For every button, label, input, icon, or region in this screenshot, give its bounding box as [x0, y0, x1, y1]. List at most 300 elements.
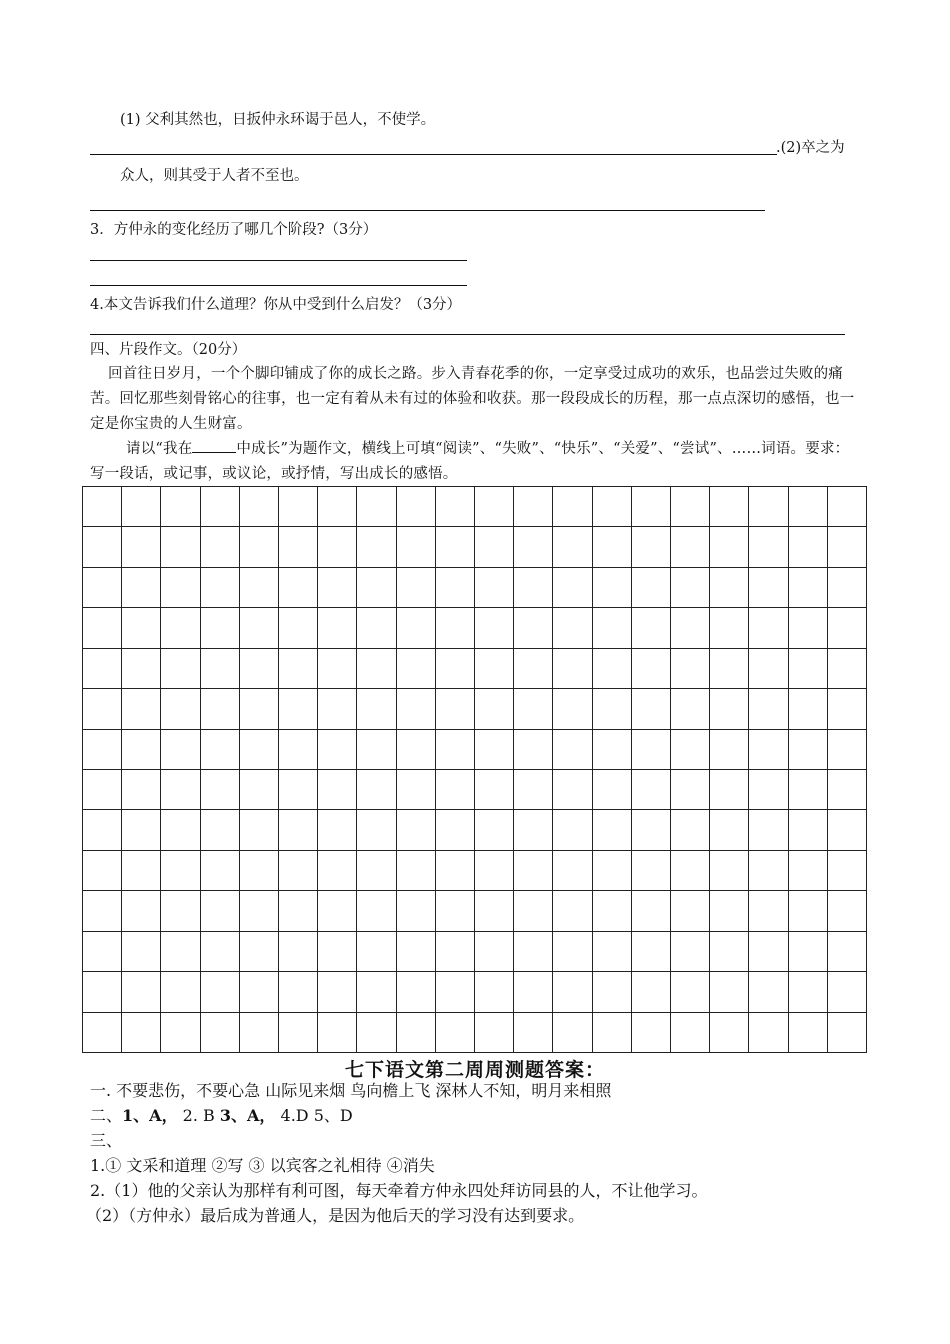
grid-cell	[83, 608, 122, 648]
grid-cell	[671, 487, 710, 527]
grid-cell	[318, 810, 357, 850]
grid-cell	[83, 730, 122, 770]
grid-cell	[83, 487, 122, 527]
grid-cell	[279, 891, 318, 931]
grid-cell	[122, 810, 161, 850]
grid-cell	[318, 487, 357, 527]
grid-cell	[122, 568, 161, 608]
grid-cell	[397, 608, 436, 648]
grid-cell	[632, 972, 671, 1012]
grid-cell	[749, 1013, 788, 1053]
grid-cell	[593, 932, 632, 972]
grid-cell	[240, 527, 279, 567]
grid-cell	[240, 851, 279, 891]
grid-cell	[789, 487, 828, 527]
grid-cell	[397, 851, 436, 891]
grid-cell	[632, 689, 671, 729]
grid-cell	[671, 649, 710, 689]
answer-key-title: 七下语文第二周周测题答案：	[344, 1059, 605, 1081]
prompt-task-part-1: 请以“我在	[126, 441, 193, 457]
grid-cell	[749, 568, 788, 608]
grid-cell	[122, 972, 161, 1012]
grid-cell	[593, 527, 632, 567]
grid-cell	[122, 932, 161, 972]
grid-cell	[436, 568, 475, 608]
grid-cell	[514, 527, 553, 567]
answer-2-3: 3、A，	[219, 1106, 276, 1125]
grid-cell	[240, 891, 279, 931]
grid-cell	[318, 527, 357, 567]
grid-cell	[749, 730, 788, 770]
grid-cell	[161, 972, 200, 1012]
answer-line	[90, 260, 467, 261]
grid-cell	[436, 730, 475, 770]
grid-cell	[122, 527, 161, 567]
grid-cell	[436, 527, 475, 567]
grid-cell	[553, 730, 592, 770]
grid-cell	[710, 730, 749, 770]
grid-cell	[828, 810, 867, 850]
grid-cell	[789, 972, 828, 1012]
grid-cell	[671, 851, 710, 891]
grid-cell	[475, 730, 514, 770]
grid-cell	[161, 689, 200, 729]
grid-cell	[671, 891, 710, 931]
grid-cell	[710, 932, 749, 972]
grid-cell	[593, 568, 632, 608]
grid-cell	[201, 972, 240, 1012]
grid-cell	[671, 932, 710, 972]
grid-cell	[161, 770, 200, 810]
section-4-heading: 四、片段作文。（20分）	[90, 342, 247, 358]
grid-cell	[710, 770, 749, 810]
grid-cell	[318, 568, 357, 608]
grid-cell	[789, 851, 828, 891]
grid-cell	[318, 689, 357, 729]
grid-cell	[161, 1013, 200, 1053]
grid-cell	[279, 1013, 318, 1053]
grid-cell	[357, 568, 396, 608]
grid-cell	[397, 810, 436, 850]
grid-cell	[279, 689, 318, 729]
grid-cell	[749, 851, 788, 891]
grid-cell	[710, 1013, 749, 1053]
grid-cell	[514, 891, 553, 931]
grid-cell	[436, 1013, 475, 1053]
grid-cell	[161, 810, 200, 850]
grid-cell	[553, 689, 592, 729]
grid-cell	[710, 851, 749, 891]
grid-cell	[397, 891, 436, 931]
grid-cell	[632, 730, 671, 770]
grid-cell	[161, 527, 200, 567]
grid-cell	[357, 649, 396, 689]
grid-cell	[240, 932, 279, 972]
grid-cell	[201, 1013, 240, 1053]
grid-cell	[357, 527, 396, 567]
grid-cell	[279, 851, 318, 891]
grid-cell	[475, 689, 514, 729]
grid-cell	[593, 649, 632, 689]
grid-cell	[514, 649, 553, 689]
grid-cell	[749, 932, 788, 972]
grid-cell	[475, 568, 514, 608]
grid-cell	[240, 689, 279, 729]
grid-cell	[397, 932, 436, 972]
grid-cell	[357, 770, 396, 810]
writing-grid	[82, 486, 867, 1053]
grid-cell	[828, 568, 867, 608]
grid-cell	[671, 1013, 710, 1053]
grid-cell	[789, 932, 828, 972]
grid-cell	[201, 689, 240, 729]
grid-cell	[397, 730, 436, 770]
grid-cell	[789, 730, 828, 770]
grid-cell	[357, 1013, 396, 1053]
answer-2-rest: 4.D 5、D	[275, 1106, 353, 1125]
grid-cell	[83, 1013, 122, 1053]
grid-cell	[397, 568, 436, 608]
grid-cell	[475, 1013, 514, 1053]
grid-cell	[122, 730, 161, 770]
grid-cell	[828, 689, 867, 729]
grid-cell	[632, 851, 671, 891]
grid-cell	[632, 527, 671, 567]
grid-cell	[436, 891, 475, 931]
grid-cell	[475, 972, 514, 1012]
question-3: 3．方仲永的变化经历了哪几个阶段?（3分）	[90, 222, 378, 238]
grid-cell	[789, 608, 828, 648]
grid-cell	[553, 487, 592, 527]
grid-cell	[593, 891, 632, 931]
grid-cell	[514, 487, 553, 527]
grid-cell	[828, 649, 867, 689]
grid-cell	[201, 608, 240, 648]
answer-section-3: 三、	[90, 1131, 123, 1150]
grid-cell	[553, 568, 592, 608]
answer-2-2: 2. B	[177, 1106, 220, 1125]
grid-cell	[710, 487, 749, 527]
grid-cell	[710, 689, 749, 729]
grid-cell	[828, 487, 867, 527]
grid-cell	[593, 972, 632, 1012]
grid-cell	[436, 608, 475, 648]
grid-cell	[475, 851, 514, 891]
grid-cell	[83, 972, 122, 1012]
grid-cell	[397, 1013, 436, 1053]
grid-cell	[201, 649, 240, 689]
grid-cell	[161, 932, 200, 972]
grid-cell	[436, 689, 475, 729]
grid-cell	[514, 1013, 553, 1053]
answer-3-2: 2.（1）他的父亲认为那样有利可图，每天牵着方仲永四处拜访同县的人，不让他学习。	[90, 1181, 708, 1200]
grid-cell	[475, 932, 514, 972]
grid-cell	[710, 608, 749, 648]
grid-cell	[357, 689, 396, 729]
grid-cell	[671, 770, 710, 810]
grid-cell	[789, 891, 828, 931]
grid-cell	[749, 891, 788, 931]
grid-cell	[279, 527, 318, 567]
grid-cell	[240, 730, 279, 770]
grid-cell	[240, 810, 279, 850]
grid-cell	[357, 851, 396, 891]
grid-cell	[122, 487, 161, 527]
grid-cell	[161, 891, 200, 931]
grid-cell	[83, 649, 122, 689]
grid-cell	[397, 527, 436, 567]
grid-cell	[240, 770, 279, 810]
grid-cell	[593, 770, 632, 810]
grid-cell	[279, 568, 318, 608]
grid-cell	[122, 689, 161, 729]
grid-cell	[789, 810, 828, 850]
grid-cell	[710, 891, 749, 931]
grid-cell	[436, 932, 475, 972]
grid-cell	[397, 770, 436, 810]
grid-cell	[749, 770, 788, 810]
grid-cell	[789, 689, 828, 729]
grid-cell	[279, 810, 318, 850]
grid-cell	[671, 568, 710, 608]
grid-cell	[397, 649, 436, 689]
grid-cell	[514, 932, 553, 972]
grid-cell	[122, 1013, 161, 1053]
grid-cell	[828, 770, 867, 810]
grid-cell	[161, 730, 200, 770]
grid-cell	[240, 608, 279, 648]
grid-cell	[514, 851, 553, 891]
grid-cell	[397, 689, 436, 729]
grid-cell	[828, 730, 867, 770]
grid-cell	[828, 527, 867, 567]
grid-cell	[671, 689, 710, 729]
answer-line	[90, 334, 845, 335]
grid-cell	[318, 851, 357, 891]
question-2-1: (1) 父利其然也，日扳仲永环谒于邑人，不使学。	[120, 112, 436, 128]
grid-cell	[357, 730, 396, 770]
question-2-2-start: .(2)卒之为	[776, 140, 845, 156]
grid-cell	[279, 972, 318, 1012]
grid-cell	[514, 810, 553, 850]
grid-cell	[318, 730, 357, 770]
grid-cell	[122, 891, 161, 931]
grid-cell	[83, 527, 122, 567]
grid-cell	[789, 527, 828, 567]
grid-cell	[553, 810, 592, 850]
grid-cell	[789, 568, 828, 608]
grid-cell	[553, 527, 592, 567]
grid-cell	[318, 649, 357, 689]
grid-cell	[357, 487, 396, 527]
grid-cell	[553, 770, 592, 810]
grid-cell	[632, 568, 671, 608]
grid-cell	[122, 608, 161, 648]
grid-cell	[201, 891, 240, 931]
answer-3-1: 1.① 文采和道理 ②写 ③ 以宾客之礼相待 ④消失	[90, 1156, 435, 1175]
grid-cell	[122, 649, 161, 689]
grid-cell	[553, 608, 592, 648]
question-4: 4.本文告诉我们什么道理？你从中受到什么启发？（3分）	[90, 297, 462, 313]
grid-cell	[514, 568, 553, 608]
grid-cell	[475, 891, 514, 931]
grid-cell	[161, 608, 200, 648]
fill-blank	[192, 438, 236, 453]
grid-cell	[553, 932, 592, 972]
grid-cell	[161, 851, 200, 891]
grid-cell	[553, 891, 592, 931]
grid-cell	[671, 730, 710, 770]
answer-3-3: （2）（方仲永）最后成为普通人，是因为他后天的学习没有达到要求。	[86, 1206, 585, 1225]
grid-cell	[201, 810, 240, 850]
grid-cell	[632, 770, 671, 810]
grid-cell	[318, 972, 357, 1012]
grid-cell	[318, 770, 357, 810]
grid-cell	[397, 972, 436, 1012]
grid-cell	[436, 770, 475, 810]
grid-cell	[83, 568, 122, 608]
grid-cell	[357, 972, 396, 1012]
grid-cell	[553, 972, 592, 1012]
grid-cell	[83, 689, 122, 729]
grid-cell	[710, 972, 749, 1012]
grid-cell	[710, 568, 749, 608]
grid-cell	[632, 1013, 671, 1053]
grid-cell	[710, 527, 749, 567]
grid-cell	[632, 932, 671, 972]
grid-cell	[475, 608, 514, 648]
grid-cell	[671, 972, 710, 1012]
grid-cell	[436, 972, 475, 1012]
prompt-task-part-2: 中成长”为题作文，横线上可填“阅读”、“失败”、“快乐”、“关爱”、“尝试”、……词语。要求：写一段话，或记事，或议论，或抒情，写出成长的感悟。	[90, 441, 850, 482]
grid-cell	[593, 487, 632, 527]
grid-cell	[83, 891, 122, 931]
grid-cell	[632, 810, 671, 850]
answer-line	[90, 285, 467, 286]
grid-cell	[201, 851, 240, 891]
grid-cell	[201, 527, 240, 567]
answer-line	[90, 154, 777, 155]
grid-cell	[514, 770, 553, 810]
grid-cell	[828, 851, 867, 891]
grid-cell	[514, 689, 553, 729]
grid-cell	[475, 810, 514, 850]
grid-cell	[240, 1013, 279, 1053]
grid-cell	[475, 649, 514, 689]
grid-cell	[475, 527, 514, 567]
grid-cell	[279, 608, 318, 648]
grid-cell	[279, 649, 318, 689]
grid-cell	[475, 770, 514, 810]
grid-cell	[436, 810, 475, 850]
grid-cell	[357, 810, 396, 850]
writing-prompt-intro: 回首往日岁月，一个个脚印铺成了你的成长之路。步入青春花季的你，一定享受过成功的欢乐，也品尝过失败的痛苦。回忆那些刻骨铭心的往事，也一定有着从未有过的体验和收获。那一段段成长的历程，那一点点深切的感悟，也一定是你宝贵的人生财富。	[90, 366, 855, 432]
grid-cell	[749, 689, 788, 729]
grid-cell	[593, 851, 632, 891]
grid-cell	[671, 527, 710, 567]
grid-cell	[749, 810, 788, 850]
grid-cell	[828, 608, 867, 648]
grid-cell	[593, 810, 632, 850]
grid-cell	[240, 649, 279, 689]
grid-cell	[83, 810, 122, 850]
grid-cell	[201, 730, 240, 770]
grid-cell	[83, 770, 122, 810]
grid-cell	[318, 1013, 357, 1053]
grid-cell	[593, 689, 632, 729]
answer-2-prefix: 二、	[90, 1106, 123, 1125]
grid-cell	[279, 770, 318, 810]
grid-cell	[710, 649, 749, 689]
grid-cell	[357, 932, 396, 972]
grid-cell	[749, 972, 788, 1012]
grid-cell	[436, 851, 475, 891]
grid-cell	[436, 649, 475, 689]
grid-cell	[240, 568, 279, 608]
grid-cell	[749, 608, 788, 648]
grid-cell	[318, 891, 357, 931]
grid-cell	[749, 527, 788, 567]
grid-cell	[122, 851, 161, 891]
grid-cell	[318, 932, 357, 972]
grid-cell	[593, 730, 632, 770]
grid-cell	[514, 972, 553, 1012]
writing-prompt-task	[90, 437, 862, 487]
answer-section-1: 一. 不要悲伤，不要心急 山际见来烟 鸟向檐上飞 深林人不知，明月来相照	[90, 1081, 612, 1100]
grid-cell	[514, 730, 553, 770]
grid-cell	[828, 932, 867, 972]
grid-cell	[279, 487, 318, 527]
answer-2-1: 1、A，	[122, 1106, 178, 1125]
grid-cell	[828, 891, 867, 931]
grid-cell	[593, 1013, 632, 1053]
grid-cell	[632, 608, 671, 648]
grid-cell	[671, 608, 710, 648]
grid-cell	[632, 891, 671, 931]
grid-cell	[789, 1013, 828, 1053]
grid-cell	[671, 810, 710, 850]
grid-cell	[201, 932, 240, 972]
grid-cell	[397, 487, 436, 527]
grid-cell	[436, 487, 475, 527]
grid-cell	[122, 770, 161, 810]
grid-cell	[749, 649, 788, 689]
grid-cell	[357, 891, 396, 931]
grid-cell	[593, 608, 632, 648]
question-2-2-cont: 众人，则其受于人者不至也。	[120, 168, 309, 184]
grid-cell	[789, 770, 828, 810]
grid-cell	[553, 851, 592, 891]
grid-cell	[632, 649, 671, 689]
grid-cell	[828, 972, 867, 1012]
grid-cell	[83, 851, 122, 891]
grid-cell	[201, 568, 240, 608]
grid-cell	[161, 487, 200, 527]
grid-cell	[201, 770, 240, 810]
grid-cell	[475, 487, 514, 527]
grid-cell	[749, 487, 788, 527]
grid-cell	[514, 608, 553, 648]
grid-cell	[357, 608, 396, 648]
grid-cell	[632, 487, 671, 527]
grid-cell	[553, 1013, 592, 1053]
answer-line	[90, 210, 765, 211]
grid-cell	[553, 649, 592, 689]
grid-cell	[240, 487, 279, 527]
grid-cell	[161, 649, 200, 689]
grid-cell	[279, 730, 318, 770]
grid-cell	[279, 932, 318, 972]
